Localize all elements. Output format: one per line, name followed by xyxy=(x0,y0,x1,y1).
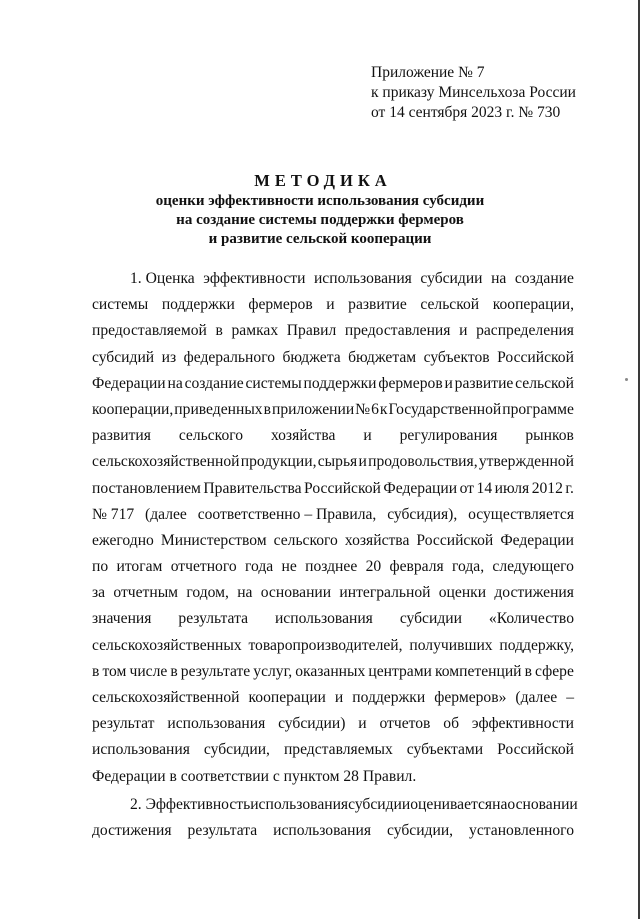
word: предоставляемой xyxy=(92,322,207,340)
word: на xyxy=(237,584,253,602)
word: результата xyxy=(187,821,258,839)
word: февраля xyxy=(389,558,444,576)
text-line xyxy=(92,476,574,502)
word: № 717 xyxy=(92,505,135,523)
word: осуществляется xyxy=(468,505,574,523)
word: использования xyxy=(313,270,412,287)
word: сырья xyxy=(317,453,358,471)
paragraph xyxy=(92,266,574,790)
word: представляемых xyxy=(283,741,393,759)
word: на xyxy=(167,374,183,392)
word: следующего xyxy=(492,558,574,576)
word: достижения xyxy=(494,584,574,602)
word: кооперации, xyxy=(492,296,574,314)
title-subtitle: оценки эффективности использования субсидии xyxy=(155,193,485,209)
word: соответственно – Правила, xyxy=(197,505,377,523)
word: создание xyxy=(184,374,244,392)
word: приведенных xyxy=(174,400,263,418)
word: сельского xyxy=(273,531,338,549)
word: развитие xyxy=(348,296,407,314)
word: субсидия), xyxy=(387,505,458,523)
word: в xyxy=(215,322,223,340)
word: использования xyxy=(273,821,372,839)
word: к xyxy=(379,400,388,418)
word: кооперации xyxy=(248,689,326,706)
word: поддержку, xyxy=(499,636,574,654)
word: центрами xyxy=(368,662,432,680)
word: фермеров xyxy=(248,296,313,314)
word: об xyxy=(443,715,459,733)
word: программе xyxy=(502,400,574,418)
word: субъектами xyxy=(406,741,484,759)
word: 1. Оценка xyxy=(130,270,195,287)
word: Правил xyxy=(286,322,337,340)
word: сельской xyxy=(515,374,574,392)
word: постановлением xyxy=(92,479,201,497)
word: Российской xyxy=(497,348,574,366)
word: оценки xyxy=(438,584,487,602)
word: основании xyxy=(260,584,332,602)
word: системы xyxy=(245,374,302,392)
word: сельскохозяйственных xyxy=(92,636,242,654)
word: распределения xyxy=(476,322,574,340)
text-line xyxy=(92,711,574,737)
text-line xyxy=(92,737,574,763)
text-line xyxy=(92,449,574,475)
word: 20 xyxy=(365,558,382,576)
word: и xyxy=(358,715,367,733)
word: развитие xyxy=(454,374,514,392)
text-line xyxy=(92,423,574,449)
word: использования xyxy=(167,715,266,733)
word: позднее xyxy=(305,558,358,576)
text-line xyxy=(92,685,574,711)
text-line xyxy=(92,580,574,606)
word: на xyxy=(491,270,507,287)
text-line xyxy=(92,659,574,685)
word: компетенций xyxy=(434,662,522,680)
word: по xyxy=(92,558,109,576)
word: субъектов xyxy=(423,348,490,366)
word: в xyxy=(92,662,100,680)
word: продукции, xyxy=(240,453,317,471)
text-line xyxy=(92,371,574,397)
text-line xyxy=(92,792,578,818)
appendix-line: Приложение № 7 xyxy=(371,64,485,81)
word: сельскохозяйственной xyxy=(92,689,240,706)
title-subtitle: на создание системы поддержки фермеров xyxy=(176,212,464,228)
text-line xyxy=(92,266,574,292)
text-line xyxy=(92,292,574,318)
word: и xyxy=(459,322,468,340)
word: использования xyxy=(250,795,349,813)
word: сельской xyxy=(420,296,480,314)
word: утвержденной xyxy=(478,453,574,471)
word: установленного xyxy=(469,821,574,839)
word: 14 xyxy=(476,479,493,497)
word: не xyxy=(281,558,297,576)
word: том xyxy=(102,662,127,680)
word: субсидии) xyxy=(278,715,346,733)
title-main: МЕТОДИКА xyxy=(254,171,392,190)
word: (далее xyxy=(515,689,558,706)
word: из xyxy=(161,348,177,366)
scan-speck xyxy=(625,378,628,381)
word: года xyxy=(244,558,274,576)
text-line xyxy=(92,764,574,790)
word: кооперации, xyxy=(92,400,174,418)
word: субсидии xyxy=(348,795,411,813)
word: предоставления xyxy=(344,322,451,340)
word: и xyxy=(358,453,367,471)
word: рамках xyxy=(231,322,279,340)
word: получивших xyxy=(409,636,493,654)
word: фермеров xyxy=(378,374,443,392)
word: 6 xyxy=(371,400,379,418)
word: Российской xyxy=(304,479,381,497)
word: 2012 xyxy=(531,479,563,497)
word: июля xyxy=(494,479,530,497)
word: Федерации xyxy=(92,374,166,392)
text-line xyxy=(92,502,574,528)
text-line xyxy=(92,633,574,659)
word: эффективности xyxy=(471,715,574,733)
word: поддержки xyxy=(303,374,377,392)
word: поддержки xyxy=(161,296,235,314)
word: сельскохозяйственной xyxy=(92,453,240,471)
text-line xyxy=(92,318,574,344)
word: от xyxy=(459,479,474,497)
paragraph xyxy=(92,792,578,844)
word: оценивается xyxy=(410,795,493,813)
word: рынков xyxy=(525,427,574,445)
word: субсидии xyxy=(399,610,462,628)
word: интегральной xyxy=(339,584,431,602)
word: товаропроизводителей, xyxy=(248,636,403,654)
appendix-header xyxy=(371,63,576,123)
word: Правительства xyxy=(203,479,302,497)
word: числе xyxy=(129,662,168,680)
word: значения xyxy=(92,610,152,628)
word: оказанных xyxy=(295,662,366,680)
word: Министерством xyxy=(160,531,267,549)
word: Российской xyxy=(416,531,494,549)
title-subtitle: и развитие сельской кооперации xyxy=(208,231,432,247)
word: результат xyxy=(92,715,155,733)
word: ежегодно xyxy=(92,531,154,549)
appendix-line: от 14 сентября 2023 г. № 730 xyxy=(371,104,561,121)
word: «Количество xyxy=(488,610,574,628)
word: результате xyxy=(180,662,251,680)
word: создание xyxy=(514,270,574,287)
word: субсидии xyxy=(420,270,483,287)
document-title xyxy=(0,170,640,249)
word: эффективности xyxy=(203,270,306,287)
word: и xyxy=(444,374,453,392)
word: субсидии, xyxy=(203,741,270,759)
word: достижения xyxy=(92,821,172,839)
word: Российской xyxy=(497,741,574,759)
word: услуг, xyxy=(253,662,293,680)
word: поддержки xyxy=(352,689,426,706)
word: годом, xyxy=(186,584,229,602)
text-line xyxy=(92,606,574,632)
word: сфере xyxy=(535,662,574,680)
word: на xyxy=(492,795,508,813)
word: фермеров» xyxy=(434,689,507,706)
word: продовольствия, xyxy=(368,453,478,471)
word: в xyxy=(524,662,532,680)
word: в xyxy=(170,662,178,680)
word: в xyxy=(263,400,271,418)
document-body xyxy=(92,266,578,844)
word: отчетным xyxy=(113,584,179,602)
text-line xyxy=(92,345,574,371)
word: и xyxy=(334,689,344,706)
word: отчетов xyxy=(379,715,431,733)
word: (далее xyxy=(145,505,187,523)
word: развития xyxy=(92,427,151,445)
word: г. xyxy=(565,479,574,497)
word: 2. Эффективность xyxy=(130,795,251,813)
text-line xyxy=(92,528,574,554)
word: № xyxy=(355,400,371,418)
word: бюджета xyxy=(282,348,341,366)
word: года, xyxy=(451,558,485,576)
word: субсидий xyxy=(92,348,155,366)
word: использования xyxy=(92,741,190,759)
text-line xyxy=(92,554,574,580)
word: Государственной xyxy=(388,400,502,418)
word: за xyxy=(92,584,106,602)
text-line xyxy=(92,818,574,844)
word: отчетного xyxy=(170,558,237,576)
word: результата xyxy=(178,610,248,628)
word: и xyxy=(363,427,372,445)
word: хозяйства xyxy=(344,531,410,549)
appendix-line: к приказу Минсельхоза России xyxy=(371,84,576,101)
word: субсидии, xyxy=(387,821,454,839)
word: и xyxy=(326,296,335,314)
text-line xyxy=(92,397,574,423)
word: – xyxy=(566,689,574,706)
word: системы xyxy=(92,296,149,314)
word: Федерации в соответствии с пунктом 28 Правил. xyxy=(92,767,417,785)
word: сельского xyxy=(178,427,244,445)
word: бюджетам xyxy=(348,348,417,366)
word: приложении xyxy=(271,400,355,418)
word: регулирования xyxy=(399,427,498,445)
word: Федерации xyxy=(500,531,574,549)
word: использования xyxy=(274,610,373,628)
word: хозяйства xyxy=(270,427,336,445)
word: федерального xyxy=(183,348,275,366)
word: основании xyxy=(507,795,578,813)
word: Федерации xyxy=(383,479,458,497)
word: итогам xyxy=(116,558,163,576)
